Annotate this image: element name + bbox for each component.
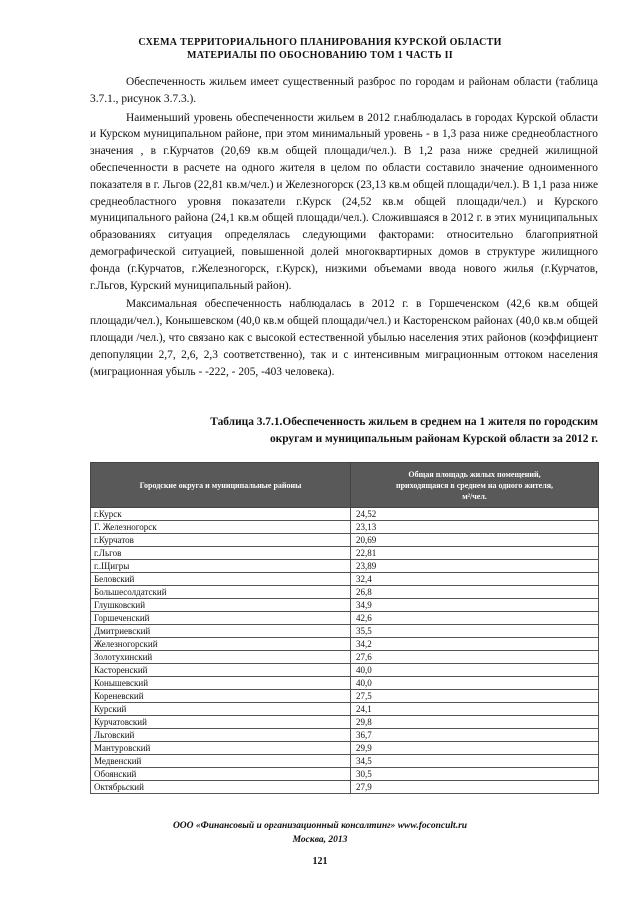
column-header-area [351,463,599,508]
area-value-cell: 23,89 [351,560,599,573]
district-name-cell: г..Щигры [91,560,351,573]
table-caption-line-1: Таблица 3.7.1.Обеспеченность жильем в среднем на 1 жителя по городским [210,416,598,428]
table-row [91,677,599,690]
table-row [91,664,599,677]
area-value-cell: 27,5 [351,690,599,703]
area-value-cell: 35,5 [351,625,599,638]
table-row [91,781,599,794]
table-row [91,716,599,729]
district-name-cell: Дмитриевский [91,625,351,638]
table-body [91,508,599,794]
page-number: 121 [312,856,328,867]
area-value-cell: 42,6 [351,612,599,625]
district-name-cell: Конышевский [91,677,351,690]
table-row [91,534,599,547]
district-name-cell: Большесолдатский [91,586,351,599]
footer-city-year: Москва, 2013 [292,835,348,845]
column-header-area-line-1: Общая площадь жилых помещений, [408,469,541,479]
paragraph-1: Обеспеченность жильем имеет существенный разброс по городам и районам области (таблица 3.7.1., рисунок 3.7.3.). [90,76,598,105]
paragraph-2: Наименьший уровень обеспеченности жильем в 2012 г.наблюдалась в городах Курской области и Курском муниципальном районе, при этом минимальный уровень - в 1,3 раза ниже среднеобластного значения , в г.Курчатов (20,69 кв.м общей площади/чел.). В 1,2 раза ниже средней жилищной обеспеченности в расчете на одного жителя в целом по области составило значение одноименного показателя в г. Льгов (22,81 кв.м/чел.) и Железногорск (23,13 кв.м общей площади/чел.). В 1,1 раза ниже среднеобластного уровня показатели г.Курск (24,52 кв.м общей площади/чел.) и Курского муниципального района (24,1 кв.м общей площади/чел.). Сложившаяся в 2012 г. в этих муниципальных образованиях ситуация определялась следующими факторами: относительно благоприятной демографической ситуацией, повышенной долей многоквартирных домов в структуре жилищного фонда (г.Курчатов, г.Железногорск, г.Курск), низкими объемами ввода нового жилья (г.Курчатов, г.Льгов, Курский муниципальный район). [90,111,598,292]
district-name-cell: Мантуровский [91,742,351,755]
body-text [90,74,598,380]
district-name-cell: Кореневский [91,690,351,703]
district-name-cell: Беловский [91,573,351,586]
table-row [91,729,599,742]
column-header-district: Городские округа и муниципальные районы [91,463,351,508]
column-header-area-line-2: приходящаяся в среднем на одного жителя, [395,480,554,490]
area-value-cell: 29,9 [351,742,599,755]
district-name-cell: Касторенский [91,664,351,677]
table-row [91,547,599,560]
district-name-cell: Курчатовский [91,716,351,729]
area-value-cell: 24,1 [351,703,599,716]
district-name-cell: Глушковский [91,599,351,612]
area-value-cell: 27,6 [351,651,599,664]
table-row [91,625,599,638]
paragraph-3: Максимальная обеспеченность наблюдалась в 2012 г. в Горшеченском (42,6 кв.м общей площади/чел.), Конышевском (40,0 кв.м общей площади/чел.) и Касторенском районах (40,0 кв.м общей площади /чел.), что связано как с высокой естественной убылью населения этих районов (коэффициент депопуляции 2,7, 2,6, 2,3 соответственно), так и с интенсивным миграционным оттоком населения (миграционная убыль - -222, - 205, -403 человека). [90,298,598,378]
area-value-cell: 27,9 [351,781,599,794]
table-caption [90,414,598,448]
district-name-cell: Курский [91,703,351,716]
area-value-cell: 40,0 [351,677,599,690]
table-row [91,638,599,651]
area-value-cell: 34,2 [351,638,599,651]
table-row [91,612,599,625]
table-header-row [91,463,599,508]
table-row [91,508,599,521]
area-value-cell: 20,69 [351,534,599,547]
table-row [91,586,599,599]
district-name-cell: Обоянский [91,768,351,781]
table-row [91,755,599,768]
housing-table [90,462,599,794]
area-value-cell: 34,9 [351,599,599,612]
area-value-cell: 30,5 [351,768,599,781]
table-row [91,768,599,781]
district-name-cell: Г. Железногорск [91,521,351,534]
area-value-cell: 32,4 [351,573,599,586]
area-value-cell: 40,0 [351,664,599,677]
table-row [91,521,599,534]
district-name-cell: Октябрьский [91,781,351,794]
header-subtitle: МАТЕРИАЛЫ ПО ОБОСНОВАНИЮ ТОМ 1 ЧАСТЬ II [187,50,453,61]
district-name-cell: г.Льгов [91,547,351,560]
area-value-cell: 29,8 [351,716,599,729]
table-row [91,651,599,664]
table-row [91,703,599,716]
district-name-cell: Медвенский [91,755,351,768]
table-row [91,573,599,586]
district-name-cell: г.Курск [91,508,351,521]
area-value-cell: 22,81 [351,547,599,560]
area-value-cell: 26,8 [351,586,599,599]
district-name-cell: г.Курчатов [91,534,351,547]
table-row [91,599,599,612]
column-header-area-line-3: м²/чел. [462,491,487,501]
footer-company: ООО «Финансовый и организационный консалтинг» www.foconcult.ru [172,821,468,831]
table-caption-line-2: округам и муниципальным районам Курской области за 2012 г. [269,433,598,445]
district-name-cell: Горшеченский [91,612,351,625]
table-row [91,690,599,703]
area-value-cell: 34,5 [351,755,599,768]
district-name-cell: Льговский [91,729,351,742]
header-title: СХЕМА ТЕРРИТОРИАЛЬНОГО ПЛАНИРОВАНИЯ КУРСКОЙ ОБЛАСТИ [138,37,502,48]
table-row [91,560,599,573]
area-value-cell: 24,52 [351,508,599,521]
district-name-cell: Золотухинский [91,651,351,664]
table-row [91,742,599,755]
area-value-cell: 36,7 [351,729,599,742]
area-value-cell: 23,13 [351,521,599,534]
district-name-cell: Железногорский [91,638,351,651]
